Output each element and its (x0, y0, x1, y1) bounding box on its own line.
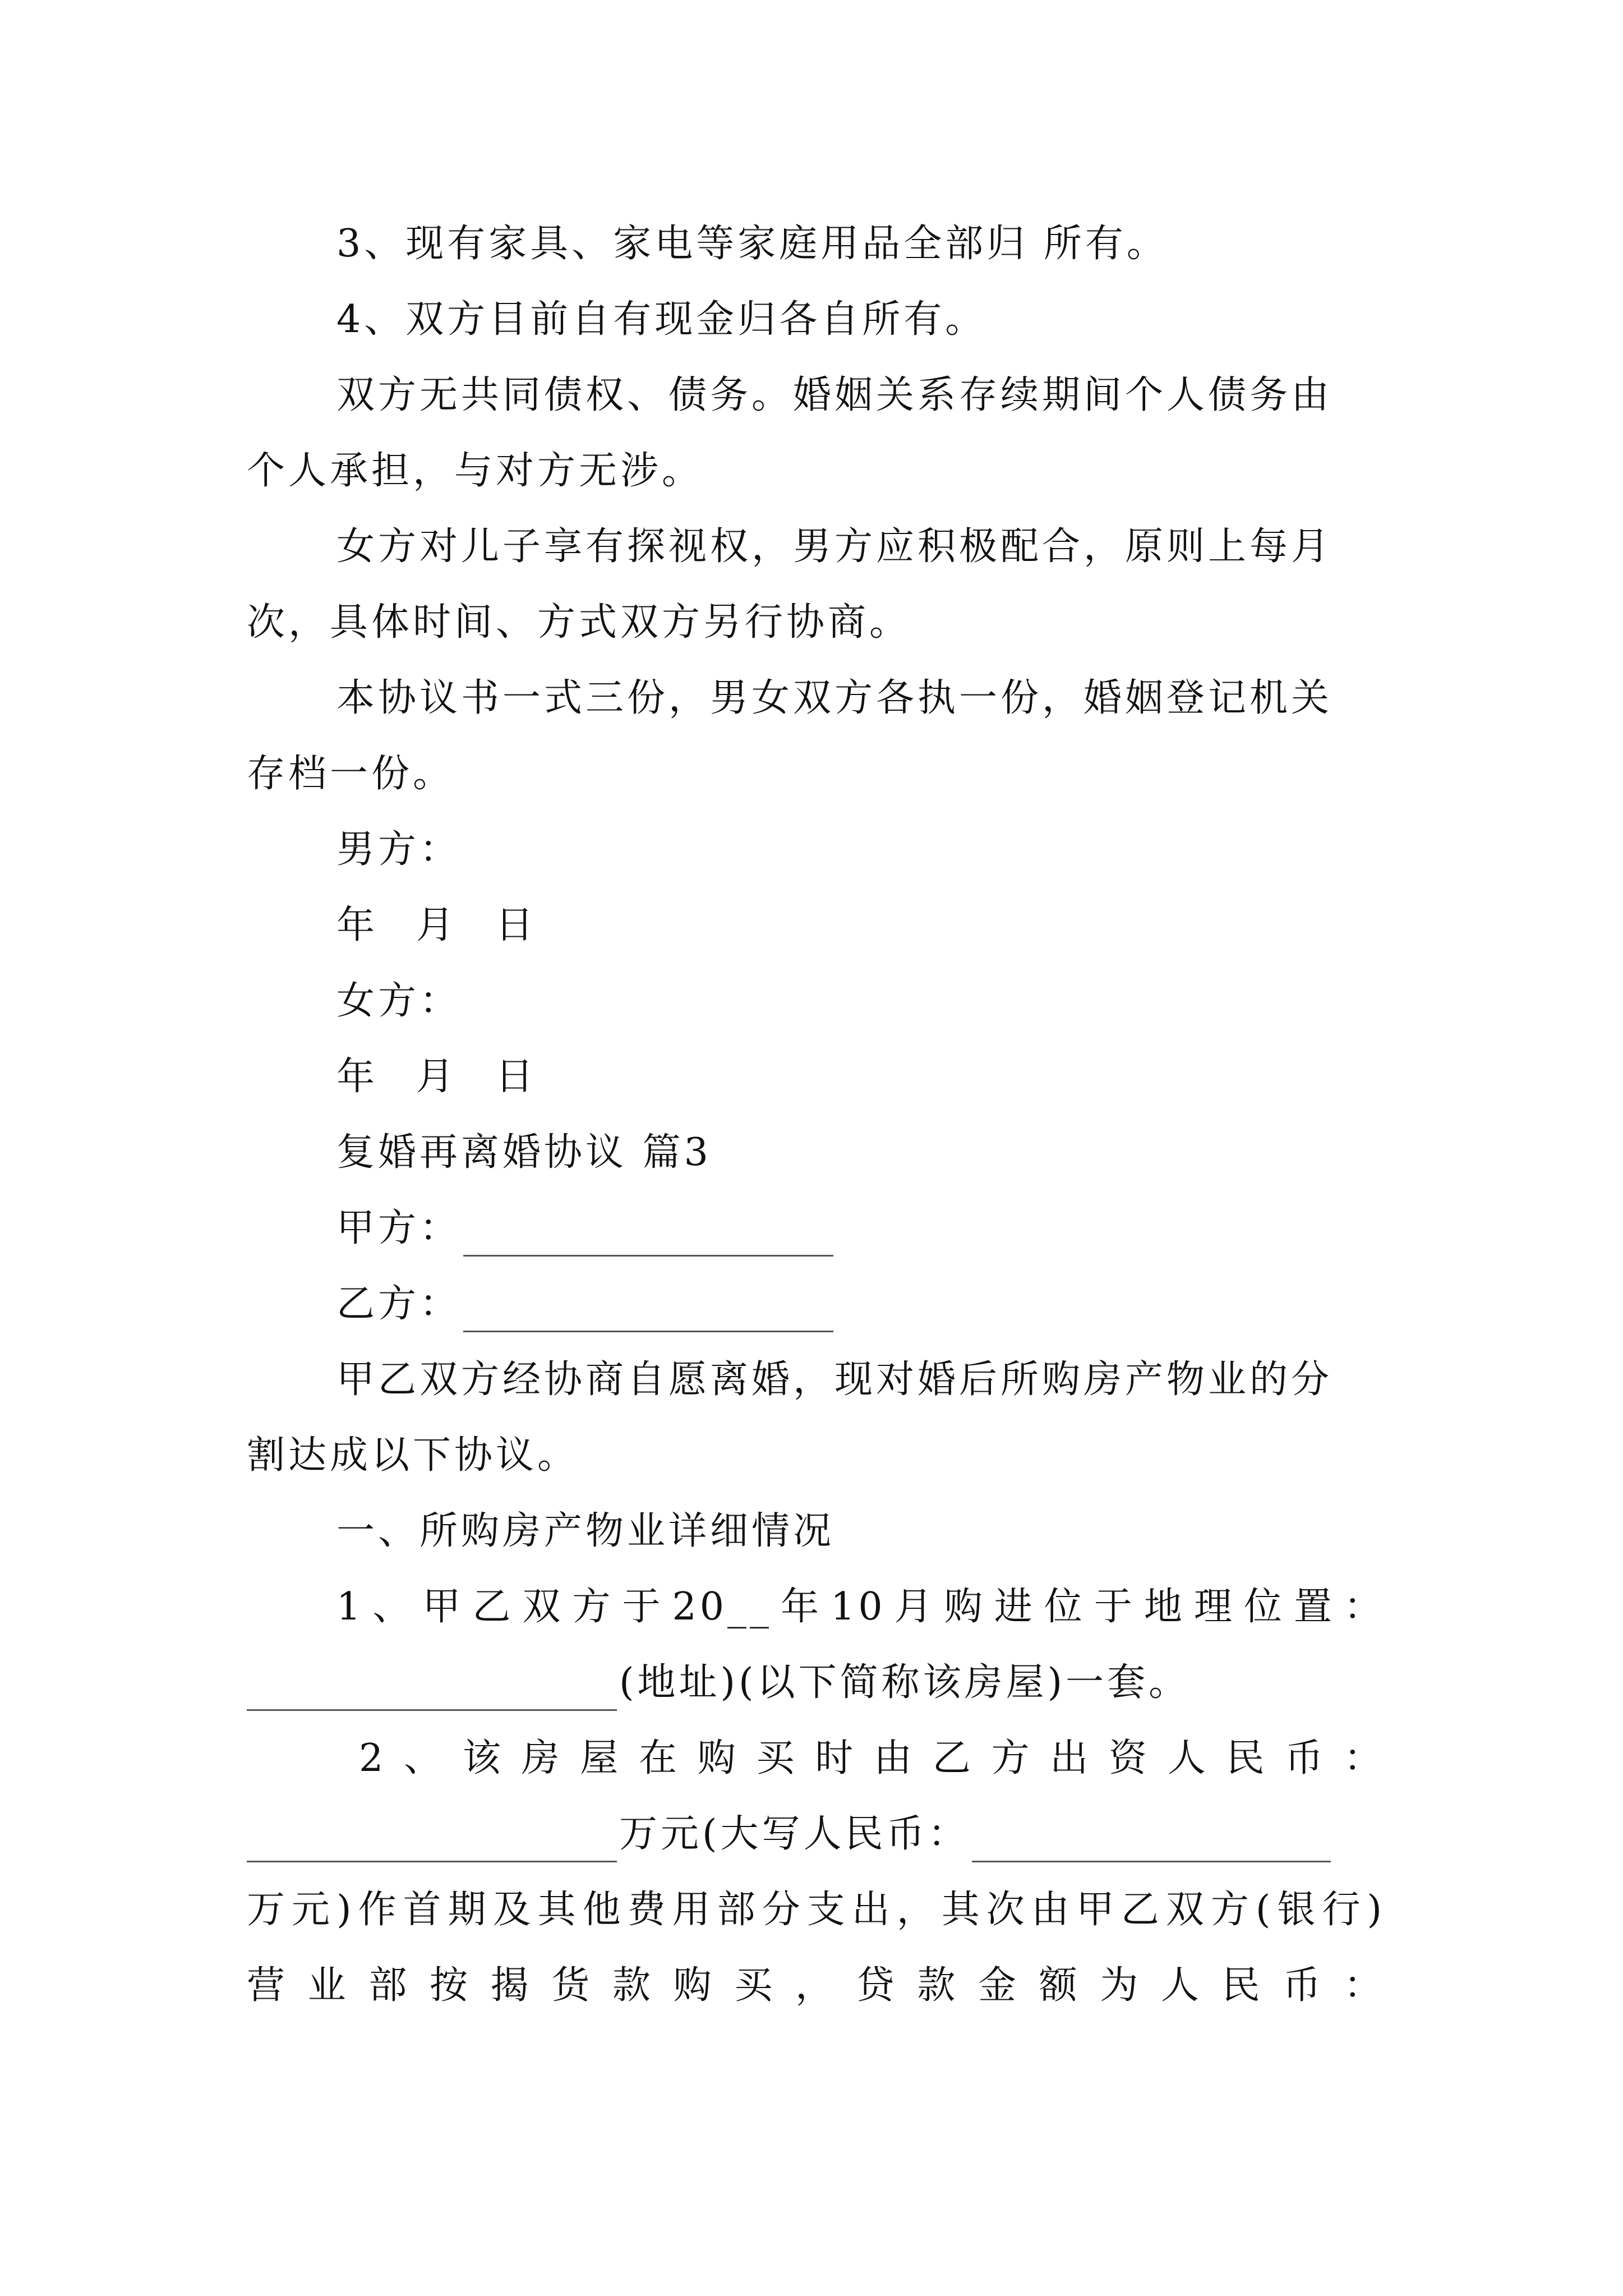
party-a-blank (463, 1216, 833, 1257)
clause-2-line-1: 2、该房屋在购买时由乙方出资人民币： (359, 1736, 1385, 1780)
intro-line-1: 甲乙双方经协商自愿离婚，现对婚后所购房产物业的分 (336, 1358, 1333, 1402)
party-a-line (336, 1200, 1385, 1257)
visitation-paragraph-line-1: 女方对儿子享有探视权，男方应积极配合，原则上每月 (336, 524, 1333, 569)
female-signature-date: 年 月 日 (336, 1055, 537, 1099)
debt-paragraph-line-2: 个人承担，与对方无涉。 (247, 449, 704, 493)
address-blank (247, 1670, 617, 1711)
visitation-paragraph-line-2: 次，具体时间、方式双方另行协商。 (247, 600, 911, 645)
debt-paragraph-line-1: 双方无共同债权、债务。婚姻关系存续期间个人债务由 (336, 373, 1333, 417)
clause-2-line-4: 营业部按揭货款购买，贷款金额为人民币： (247, 1963, 1385, 2008)
copies-paragraph-line-1: 本协议书一式三份，男女双方各执一份，婚姻登记机关 (336, 676, 1333, 720)
female-signature-label: 女方： (336, 979, 462, 1023)
party-a-label: 甲方： (336, 1206, 462, 1250)
clause-1-line-1: 1、甲乙双方于20__年10月购进位于地理位置： (336, 1585, 1385, 1629)
party-b-label: 乙方： (336, 1282, 462, 1326)
capital-amount-blank (972, 1821, 1331, 1862)
item-4: 4、双方目前自有现金归各自所有。 (336, 297, 987, 342)
male-signature-label: 男方： (336, 827, 462, 872)
heading-property-details: 一、所购房产物业详细情况 (336, 1509, 835, 1553)
party-b-line (336, 1276, 1385, 1332)
down-payment-blank (247, 1821, 617, 1862)
clause-2-line-3: 万元)作首期及其他费用部分支出，其次由甲乙双方(银行) (247, 1888, 1385, 1932)
clause-2-line-2 (247, 1806, 1385, 1862)
male-signature-date: 年 月 日 (336, 903, 537, 947)
copies-paragraph-line-2: 存档一份。 (247, 752, 455, 796)
clause-1-address-suffix: (地址)(以下简称该房屋)一套。 (619, 1660, 1191, 1705)
item-3: 3、现有家具、家电等家庭用品全部归 所有。 (336, 222, 1168, 266)
clause-1-line-2 (247, 1655, 1385, 1711)
clause-2-amount-text: 万元(大写人民币： (619, 1812, 970, 1856)
section-title: 复婚再离婚协议 篇3 (336, 1130, 712, 1175)
party-b-blank (463, 1291, 833, 1332)
intro-line-2: 割达成以下协议。 (247, 1433, 579, 1478)
